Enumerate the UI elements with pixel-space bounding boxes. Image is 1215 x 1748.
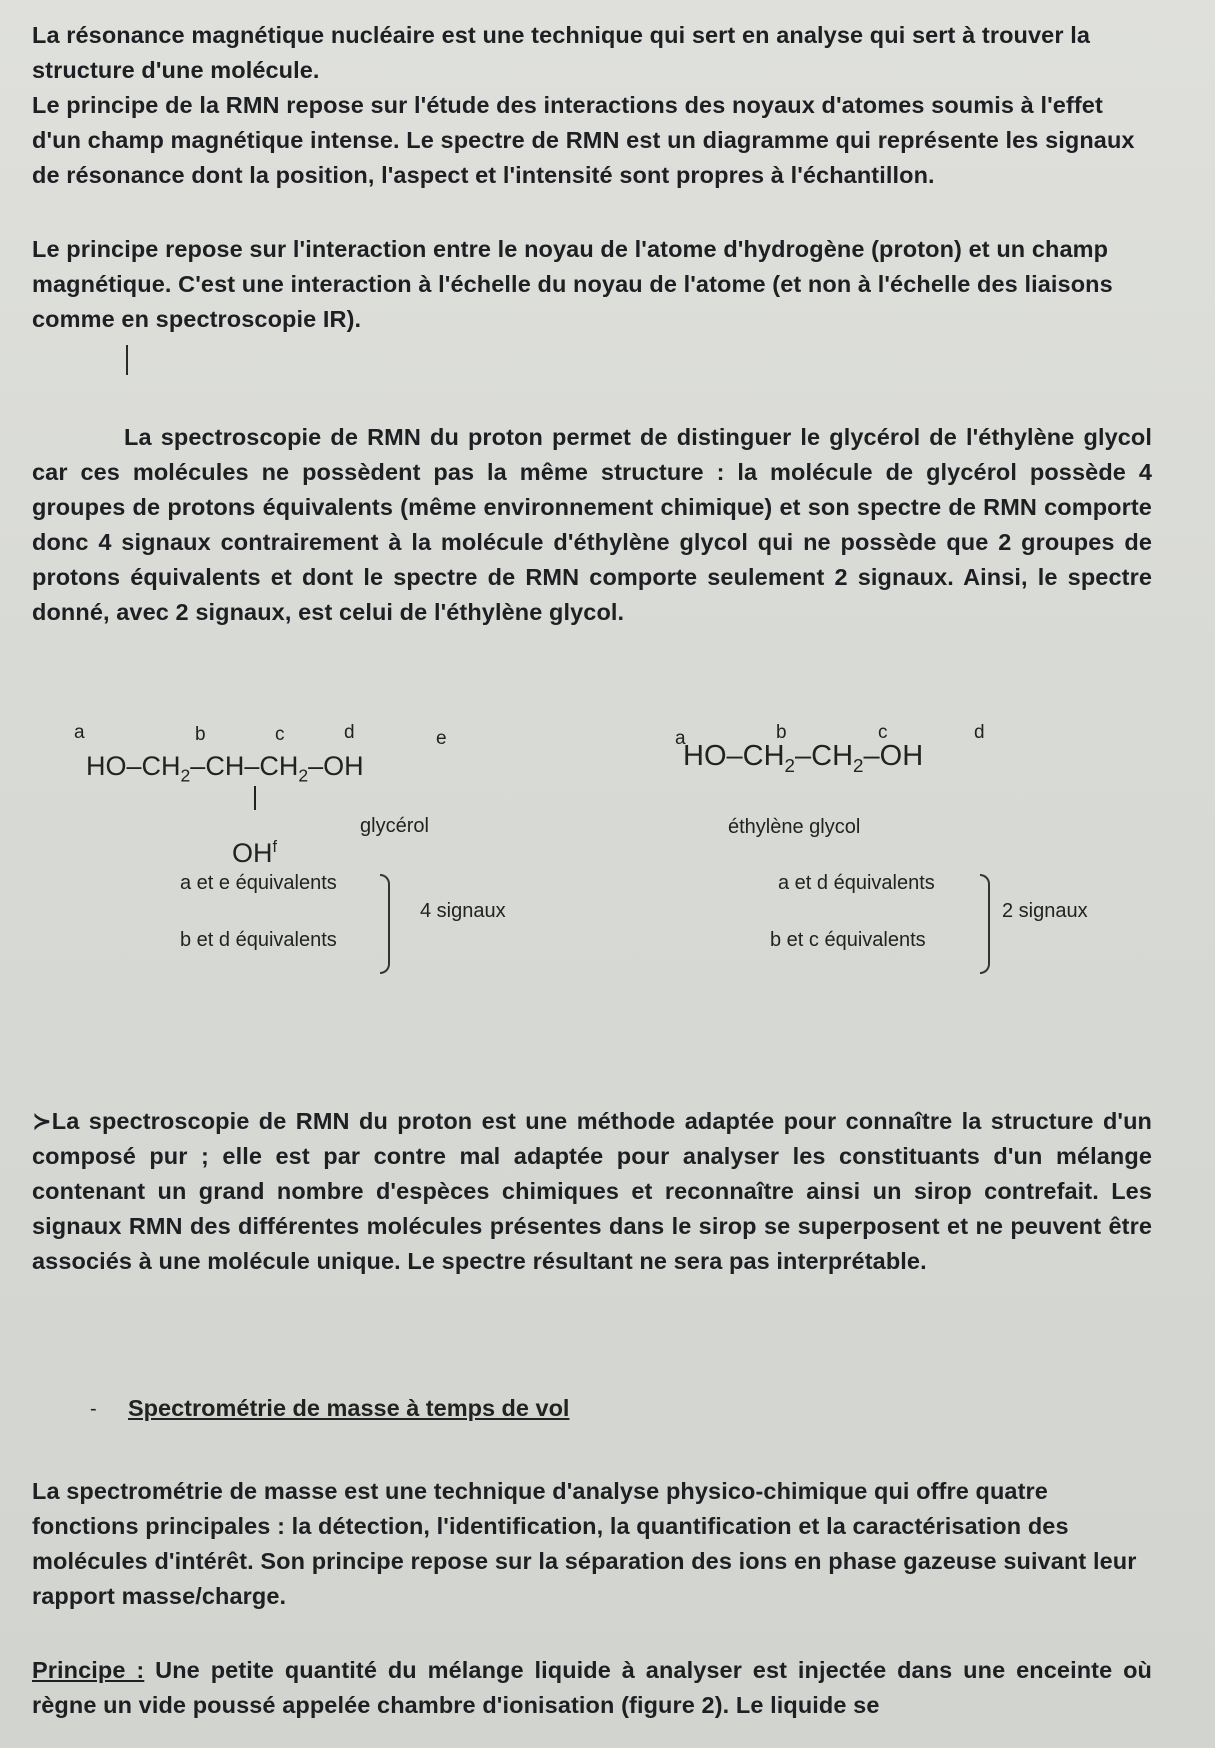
paragraph-rmn-limits: ≻La spectroscopie de RMN du proton est une méthode adaptée pour connaître la structure d'un composé pur ; elle est par contre mal adaptée pour analyser les constituants d'un mélange contenant un grand nombre d'espèces chimiques et reconnaître ainsi un sirop contrefait. Les signaux RMN des différentes molécules présentes dans le sirop se superposent et ne peuvent être associés à une molécule unique. Le spectre résultant ne sera pas interprétable. [32, 1108, 1152, 1274]
p4-part-a: La spectroscopie de RMN du proton permet de distinguer le glycérol de l'éthylène glycol car ces molécules ne possèdent pas la même structure : la molécule de glycérol possède [32, 424, 1152, 485]
glycerol-equiv-bd: b et d équivalents [180, 929, 337, 951]
glycerol-formula: $HO-CH_2-CH-CH_2-OH$ [86, 751, 364, 786]
paragraph-intro: La résonance magnétique nucléaire est une technique qui sert en analyse qui sert à trouver la structure d'une molécule. [32, 22, 1090, 83]
glycerol-label-d: d [344, 722, 355, 743]
glycerol-brace [380, 874, 390, 974]
principle-text: Une petite quantité du mélange liquide à analyser est injectée dans une enceinte où règne un vide poussé appelée chambre d'ionisation (figure 2). Le liquide se [32, 1657, 1153, 1718]
glycerol-label-a: a [74, 722, 85, 743]
ethylene-label-a: a [675, 728, 686, 749]
ethylene-label-c: c [878, 722, 888, 743]
paragraph-glycerol-vs-ethylene [32, 420, 1152, 630]
p4-part-c: et son spectre de RMN comporte donc 4 signaux contrairement à la molécule d'éthylène glycol qui ne possède que 2 groupes de protons équivalents et dont le spectre de RMN comporte seulement 2 signaux. Ainsi, le spectre donné, avec 2 signaux, est celui de l'éthylène glycol. [32, 494, 1152, 625]
glycerol-label-b: b [195, 724, 206, 745]
glycerol-label-c: c [275, 724, 285, 745]
principle-label: Principe : [32, 1657, 145, 1683]
section-heading: Spectrométrie de masse à temps de vol [128, 1395, 570, 1421]
glycerol-equiv-ae: a et e équivalents [180, 872, 337, 894]
glycerol-signals: 4 signaux [420, 900, 506, 922]
paragraph-principle-mass-spec [32, 1653, 1152, 1723]
cursor-line [126, 345, 128, 375]
ethylene-signals: 2 signaux [1002, 900, 1088, 922]
ethylene-formula: $HO-CH_2-CH_2-OH$ [683, 740, 924, 776]
paragraph-principle-rmn: Le principe de la RMN repose sur l'étude des interactions des noyaux d'atomes soumis à l'effet d'un champ magnétique intense. Le spectre de RMN est un diagramme qui représente les signaux de résonance dont la position, l'aspect et l'intensité sont propres à l'échantillon. [32, 92, 1135, 188]
paragraph-mass-spec: La spectrométrie de masse est une technique d'analyse physico-chimique qui offre quatre fonctions principales : la détection, l'identification, la quantification et la caractérisation des molécules d'intérêt. Son principe repose sur la séparation des ions en phase gazeuse suivant leur rapport masse/charge. [32, 1478, 1137, 1609]
glycerol-name: glycérol [360, 815, 429, 837]
glycerol-branch-bond [254, 786, 256, 810]
paragraph-principle-proton: Le principe repose sur l'interaction entre le noyau de l'atome d'hydrogène (proton) et un champ magnétique. C'est une interaction à l'échelle du noyau de l'atome (et non à l'échelle des liaisons comme en spectroscopie IR). [32, 236, 1113, 332]
ethylene-label-d: d [974, 722, 985, 743]
ethylene-label-b: b [776, 722, 787, 743]
ethylene-equiv-ad: a et d équivalents [778, 872, 935, 894]
ethylene-brace [980, 874, 990, 974]
glycerol-branch-oh: $OH^f$ [232, 838, 277, 868]
p4-part-b: 4 groupes de protons équivalents (même environnement chimique) [32, 459, 1152, 520]
heading-dash: - [90, 1398, 97, 1420]
ethylene-name: éthylène glycol [728, 816, 861, 838]
glycerol-label-e: e [436, 728, 447, 749]
ethylene-equiv-bc: b et c équivalents [770, 929, 926, 951]
